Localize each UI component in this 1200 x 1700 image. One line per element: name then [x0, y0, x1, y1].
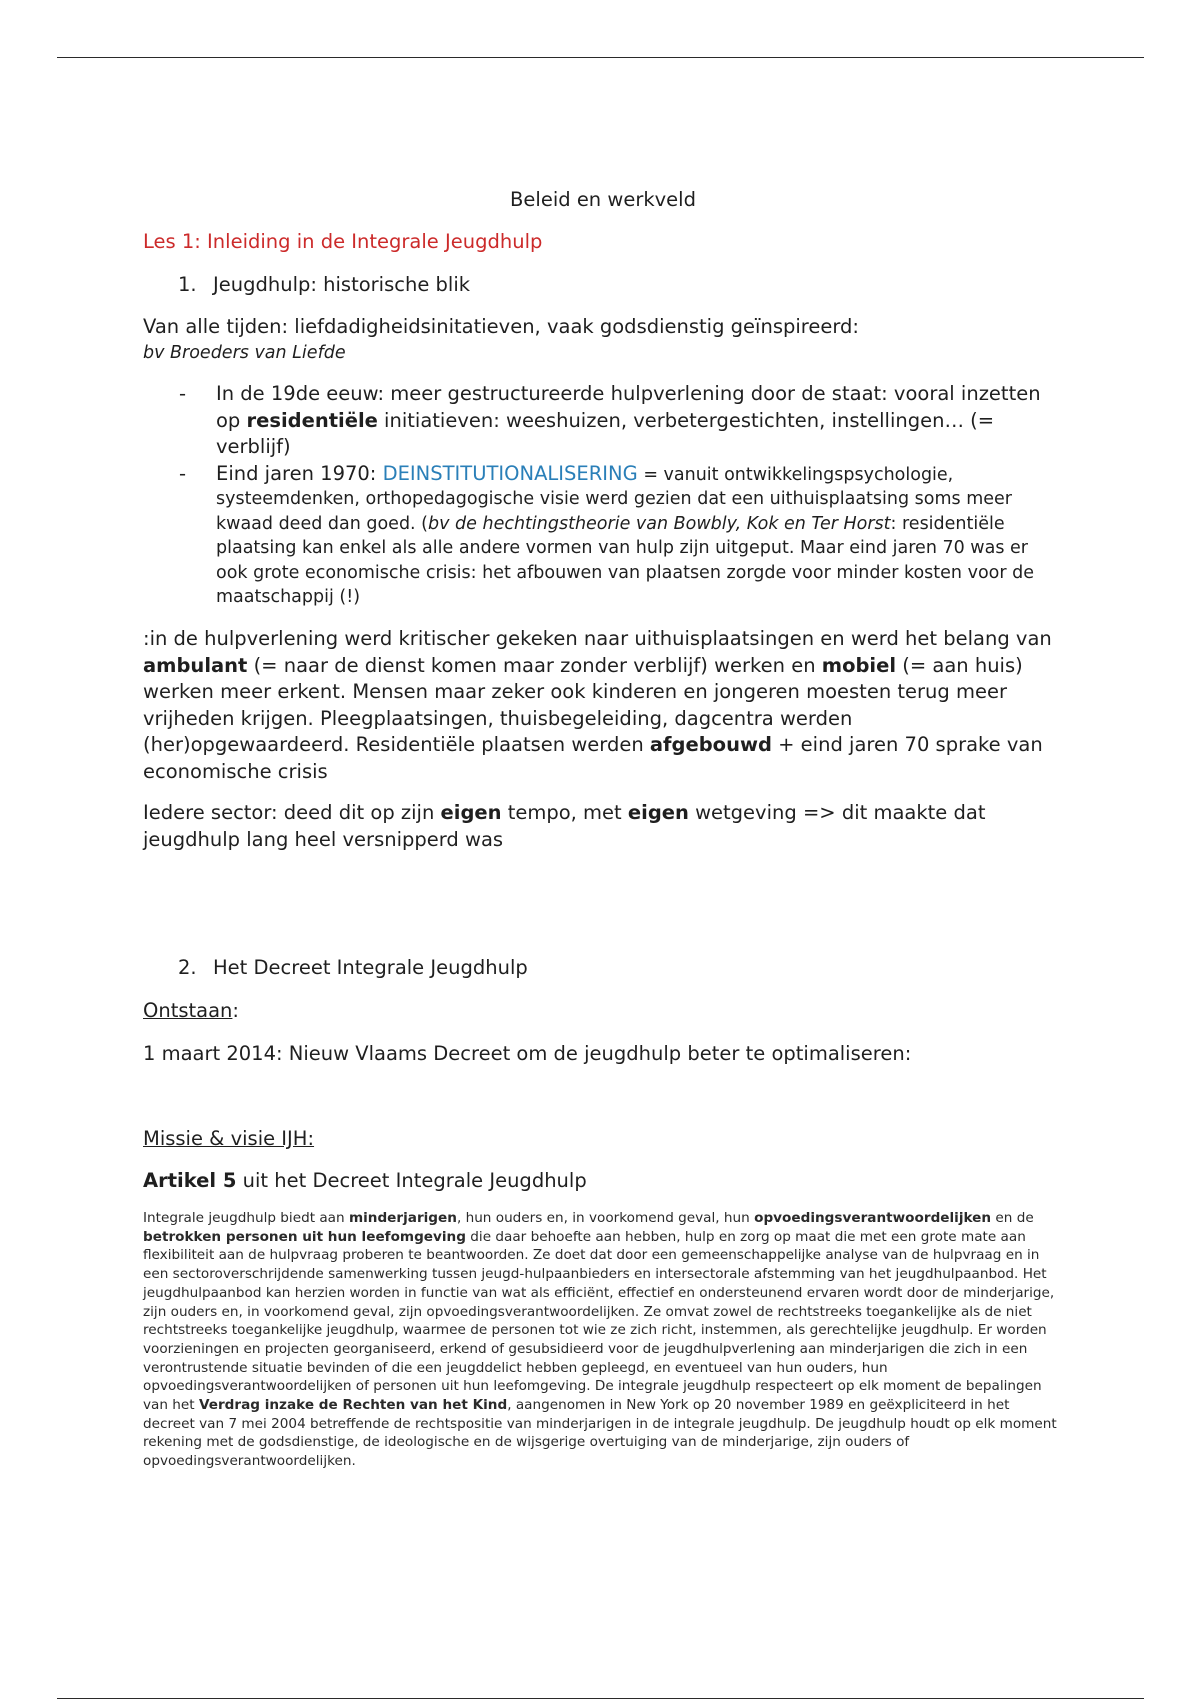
quote-bold-term: betrokken personen uit hun leefomgeving — [143, 1228, 466, 1245]
document-title: Beleid en werkveld — [510, 188, 696, 211]
intro-example: bv Broeders van Liefde — [143, 342, 346, 363]
artikel-5-quote — [143, 1209, 1063, 1471]
section-1-title: Jeugdhulp: historische blik — [213, 273, 471, 296]
text-run: + eind jaren 70 sprake van economische crisis — [143, 733, 1043, 783]
text-run: wetgeving => dit maakte dat jeugdhulp lang heel versnipperd was — [143, 801, 986, 851]
text-run: (= aan huis) werken meer erkent. Mensen maar zeker ook kinderen en jongeren moesten terug meer vrijheden krijgen. Pleegplaatsingen, thuisbegeleiding, dagcentra werden (her)opgewaardeerd. Residentiële plaatsen werden — [143, 653, 1023, 756]
ontstaan-label — [143, 998, 1063, 1025]
bullet-deinstitutionalisering — [143, 461, 1063, 610]
quote-text-run: en de — [991, 1210, 1034, 1226]
section-2-number: 2. — [178, 956, 197, 979]
quote-bold-term: Verdrag inzake de Rechten van het Kind — [198, 1397, 508, 1414]
paragraph-ambulant-mobiel — [143, 626, 1063, 785]
missie-visie-label: Missie & visie IJH: — [143, 1127, 315, 1150]
intro-line: Van alle tijden: liefdadigheidsinitatieven, vaak godsdienstig geïnspireerd: — [143, 315, 859, 338]
quote-text-run: , hun ouders en, in voorkomend geval, hun — [456, 1210, 755, 1226]
section-1-number: 1. — [178, 273, 197, 296]
section-2-title: Het Decreet Integrale Jeugdhulp — [213, 956, 528, 979]
ontstaan-colon: : — [232, 999, 239, 1022]
quote-bold-term: opvoedingsverantwoordelijken — [754, 1210, 992, 1226]
bullet-bold-term: residentiële — [246, 408, 378, 432]
bottom-rule — [57, 1698, 1144, 1699]
ontstaan-text: 1 maart 2014: Nieuw Vlaams Decreet om de jeugdhulp beter te optimaliseren: — [143, 1042, 912, 1065]
history-bullet-list — [143, 381, 1063, 610]
bold-term: mobiel — [821, 653, 897, 677]
bullet-lead: Eind jaren 1970: — [216, 461, 383, 485]
top-rule — [57, 57, 1144, 58]
bold-term: ambulant — [143, 653, 248, 677]
bullet-text-part: : residentiële plaatsing kan enkel als alle andere vormen van hulp zijn uitgeput. Maar eind jaren 70 was er ook grote economische crisis: het afbouwen van plaatsen zorgde voor minder kosten voor de maatschappij (!) — [216, 513, 1034, 607]
artikel-5-heading — [143, 1168, 1063, 1195]
bullet-text-part: initiatieven: weeshuizen, verbetergestichten, instellingen… (= verblijf) — [216, 408, 995, 458]
text-run: Iedere sector: deed dit op zijn — [143, 801, 441, 824]
bold-term: eigen — [440, 801, 502, 824]
quote-text-run: , aangenomen in New York op 20 november 1989 en geëxpliciteerd in het decreet van 7 mei 2004 betreffende de rechtspositie van minderjarigen in de integrale jeugdhulp. De jeugdhulp houdt op elk moment rekening met de godsdienstige, de ideologische en de wijsgerige overtuiging van de minderjarige, zijn ouders of opvoedingsverantwoordelijken. — [143, 1397, 1057, 1470]
bold-term: eigen — [627, 801, 689, 824]
artikel-heading-text: uit het Decreet Integrale Jeugdhulp — [236, 1169, 587, 1192]
section-1-heading — [143, 272, 1098, 299]
intro-paragraph — [143, 314, 1063, 365]
bullet-highlight-term: DEINSTITUTIONALISERING — [382, 461, 638, 485]
bullet-italic-reference: bv de hechtingstheorie van Bowbly, Kok en Ter Horst — [428, 513, 891, 534]
ontstaan-label-text: Ontstaan — [143, 999, 233, 1022]
artikel-number: Artikel 5 — [143, 1169, 237, 1192]
bullet-text-part: In de 19de eeuw: meer gestructureerde hulpverlening door de staat: vooral inzetten op — [216, 382, 1041, 432]
text-run: :in de hulpverlening werd kritischer gekeken naar uithuisplaatsingen en werd het belang van — [143, 627, 1052, 650]
bold-term: afgebouwd — [649, 733, 772, 756]
bullet-text-part: = vanuit ontwikkelingspsychologie, systeemdenken, orthopedagogische visie werd gezien dat een uithuisplaatsing soms meer kwaad deed dan goed. ( — [216, 464, 1012, 534]
quote-text-run: die daar behoefte aan hebben, hulp en zorg op maat die met een grote mate aan flexibiliteit aan de hulpvraag proberen te beantwoorden. Ze doet dat door een gemeenschappelijke analyse van de hulpvraag en in een sectoroverschrijdende samenwerking tussen jeugd-hulpaanbieders en intersectorale afstemming van het jeugdhulpaanbod. Het jeugdhulpaanbod kan herzien worden in functie van wat als efficiënt, effectief en ondersteunend ervaren wordt door de minderjarige, zijn ouders en, in voorkomend geval, zijn opvoedingsverantwoordelijken. Ze omvat zowel de rechtstreeks toegankelijke als de niet rechtstreeks toegankelijke jeugdhulp, waarmee de personen tot wie ze zich richt, instemmen, als gerechtelijke jeugdhulp. Er worden voorzieningen en projecten georganiseerd, erkend of gesubsidieerd voor de jeugdhulpverlening aan minderjarigen die zich in een verontrustende situatie bevinden of die een jeugddelict hebben gepleegd, en eventueel van hun ouders, hun opvoedingsverantwoordelijken of personen uit hun leefomgeving. De integrale jeugdhulp respecteert op elk moment de bepalingen van het — [143, 1228, 1055, 1414]
bullet-dash: - — [179, 461, 187, 485]
bullet-dash: - — [179, 382, 187, 405]
paragraph-sectoren — [143, 800, 1063, 853]
section-2-heading — [143, 955, 1098, 982]
quote-bold-term: minderjarigen — [348, 1210, 457, 1226]
bullet-19de-eeuw — [143, 381, 1063, 461]
text-run: tempo, met — [501, 801, 628, 824]
quote-text-run: Integrale jeugdhulp biedt aan — [143, 1210, 349, 1226]
lesson-heading: Les 1: Inleiding in de Integrale Jeugdhulp — [143, 230, 543, 253]
text-run: (= naar de dienst komen maar zonder verblijf) werken en — [247, 653, 822, 677]
